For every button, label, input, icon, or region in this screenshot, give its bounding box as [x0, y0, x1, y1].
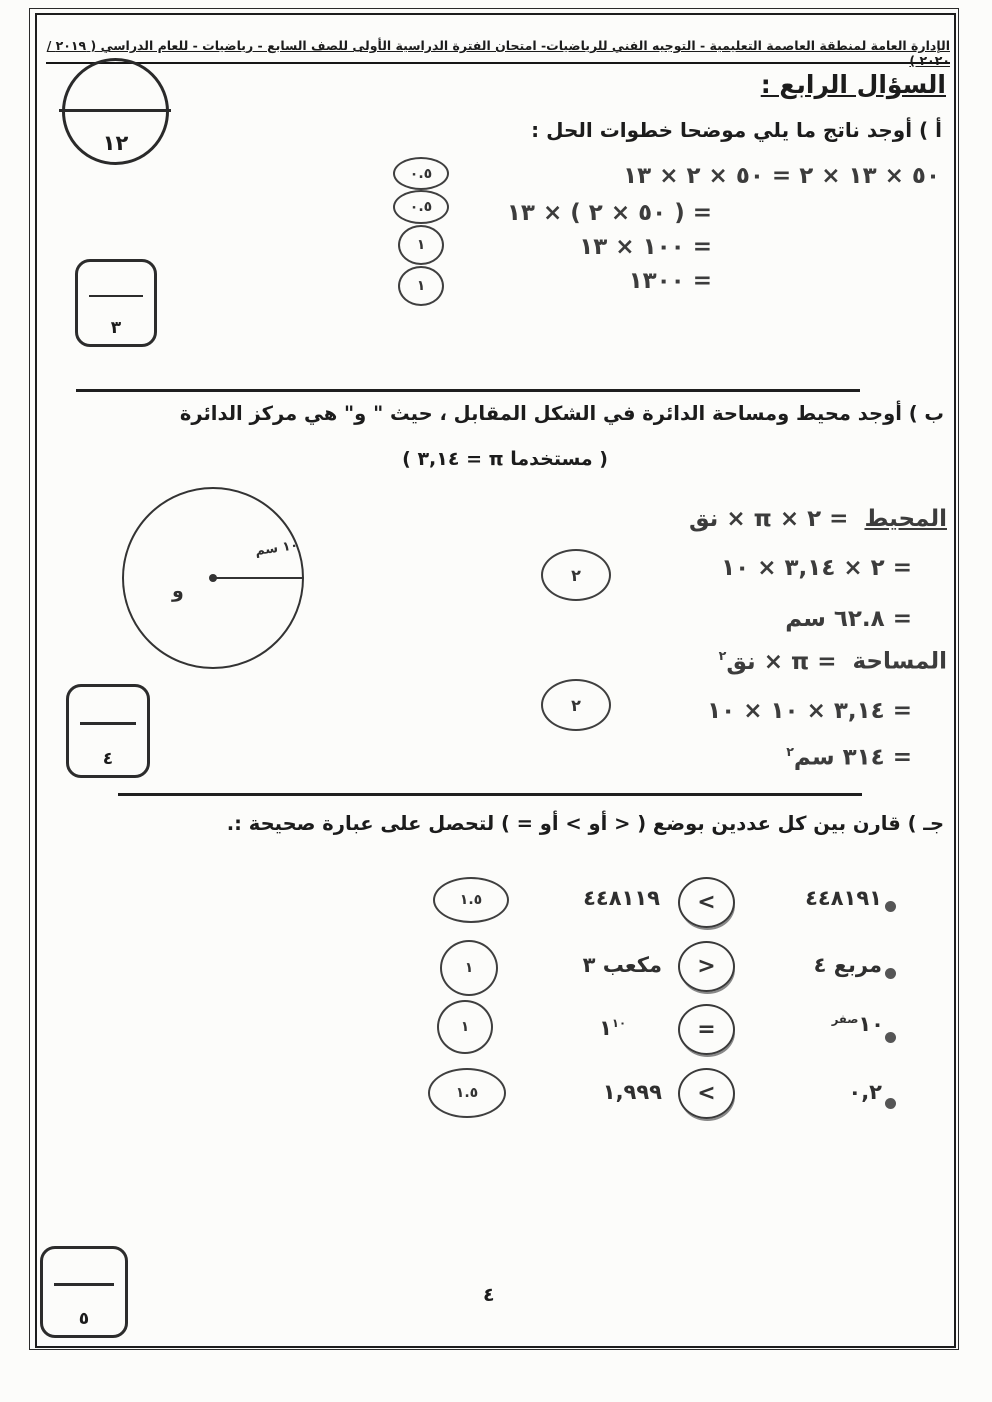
part-a-step-4: = ١٣٠٠ — [628, 268, 712, 294]
area-result — [786, 744, 912, 771]
row-4-left-number: ١,٩٩٩ — [602, 1080, 662, 1104]
total-mark-value: ١٢ — [102, 131, 129, 155]
circle-center-label: و — [172, 579, 184, 602]
page-number: ٤ — [483, 1284, 495, 1306]
row-2-answer-circle: > — [678, 941, 735, 992]
part-b-score-value: ٤ — [102, 749, 114, 769]
part-a-mark-3: ١ — [398, 225, 444, 265]
row-2-right-number: مربع ٤ — [813, 953, 882, 977]
part-a-heading: أ ) أوجد ناتج ما يلي موضحا خطوات الحل : — [531, 118, 942, 142]
total-mark-circle — [62, 58, 169, 165]
circumference-mark: ٢ — [541, 549, 611, 601]
part-a-score-line — [89, 295, 144, 298]
part-a-score-value: ٣ — [110, 318, 122, 338]
row-3-right-number — [832, 1012, 884, 1036]
row-1-bullet — [885, 901, 896, 912]
part-a-step-1: ٥٠ × ١٣ × ٢ = ٥٠ × ٢ × ١٣ — [623, 163, 940, 189]
row-1-left-number: ٤٤٨١١٩ — [583, 886, 660, 910]
circumference-formula-text: = ٢ × π × نق — [688, 506, 849, 532]
row-3-left-base: ١ — [599, 1016, 612, 1040]
part-c-heading: جـ ) قارن بين كل عددين بوضع ( < أو > أو = ) لتحصل على عبارة صحيحة :. — [226, 812, 944, 835]
row-4-bullet — [885, 1098, 896, 1109]
part-a-step-2: = ( ٥٠ × ٢ ) × ١٣ — [506, 200, 712, 226]
circle-figure — [122, 487, 304, 669]
question-title: السؤال الرابع : — [760, 70, 946, 99]
area-formula-text: = π × نق — [726, 648, 837, 675]
exam-header: الإدارة العامة لمنطقة العاصمة التعليمية - التوجيه الفني للرياضيات- امتحان الفترة الدراسية الأولى للصف السابع - رياضيات - للعام الدراسي ( ٢٠١٩ / ٢٠٢٠ ) — [46, 32, 950, 64]
row-1-answer-circle: < — [678, 877, 735, 928]
part-c-score-box — [40, 1246, 128, 1338]
part-a-mark-4: ١ — [398, 266, 444, 306]
row-4-mark: ١.٥ — [428, 1068, 506, 1118]
row-3-left-exponent: ١٠ — [611, 1016, 626, 1030]
row-2-bullet — [885, 968, 896, 979]
part-b-subheading: ( مستخدما π = ٣,١٤ ) — [402, 448, 608, 470]
area-result-sup: ٢ — [786, 744, 794, 759]
row-3-right-exponent: صفر — [831, 1012, 859, 1026]
part-b-score-line — [80, 722, 136, 725]
part-a-mark-1: ٠.٥ — [393, 157, 449, 190]
area-step: = ٣,١٤ × ١٠ × ١٠ — [707, 698, 912, 724]
page-frame-inner — [35, 13, 956, 1348]
part-a-step-3: = ١٠٠ × ١٣ — [579, 234, 712, 260]
row-1-mark: ١.٥ — [433, 877, 509, 923]
row-3-answer-circle: = — [678, 1004, 735, 1055]
area-result-text: = ٣١٤ سم — [793, 744, 912, 771]
part-b-heading: ب ) أوجد محيط ومساحة الدائرة في الشكل المقابل ، حيث " و" هي مركز الدائرة — [179, 402, 944, 425]
row-3-left-number — [599, 1016, 626, 1040]
total-mark-divider — [59, 109, 171, 112]
part-b-score-box — [66, 684, 150, 778]
circumference-label: المحيط — [864, 506, 947, 532]
row-1-right-number: ٤٤٨١٩١ — [805, 886, 882, 910]
row-2-left-number: مكعب ٣ — [582, 953, 662, 977]
part-a-mark-2: ٠.٥ — [393, 190, 449, 224]
row-3-right-base: ١٠ — [858, 1012, 884, 1036]
circle-radius-label: ١٠ سم — [253, 537, 299, 559]
part-c-score-value: ٥ — [78, 1309, 90, 1329]
circumference-formula — [689, 506, 947, 532]
row-4-answer-circle: < — [678, 1068, 735, 1119]
area-mark: ٢ — [541, 679, 611, 731]
divider-b-c — [118, 793, 862, 796]
row-2-mark: ١ — [440, 940, 498, 996]
circle-radius-line — [213, 577, 302, 579]
area-label: المساحة — [852, 648, 947, 675]
area-formula-sup: ٢ — [718, 648, 727, 663]
part-c-score-line — [54, 1283, 113, 1286]
row-3-bullet — [885, 1032, 896, 1043]
area-formula — [719, 648, 947, 675]
divider-a-b — [76, 389, 860, 392]
row-4-right-number: ٠,٢ — [848, 1080, 882, 1104]
circumference-result: = ٦٢.٨ سم — [785, 606, 912, 632]
circumference-step: = ٢ × ٣,١٤ × ١٠ — [721, 555, 912, 581]
part-a-score-box — [75, 259, 157, 347]
circle-center-dot — [209, 574, 217, 582]
row-3-mark: ١ — [437, 1000, 493, 1054]
